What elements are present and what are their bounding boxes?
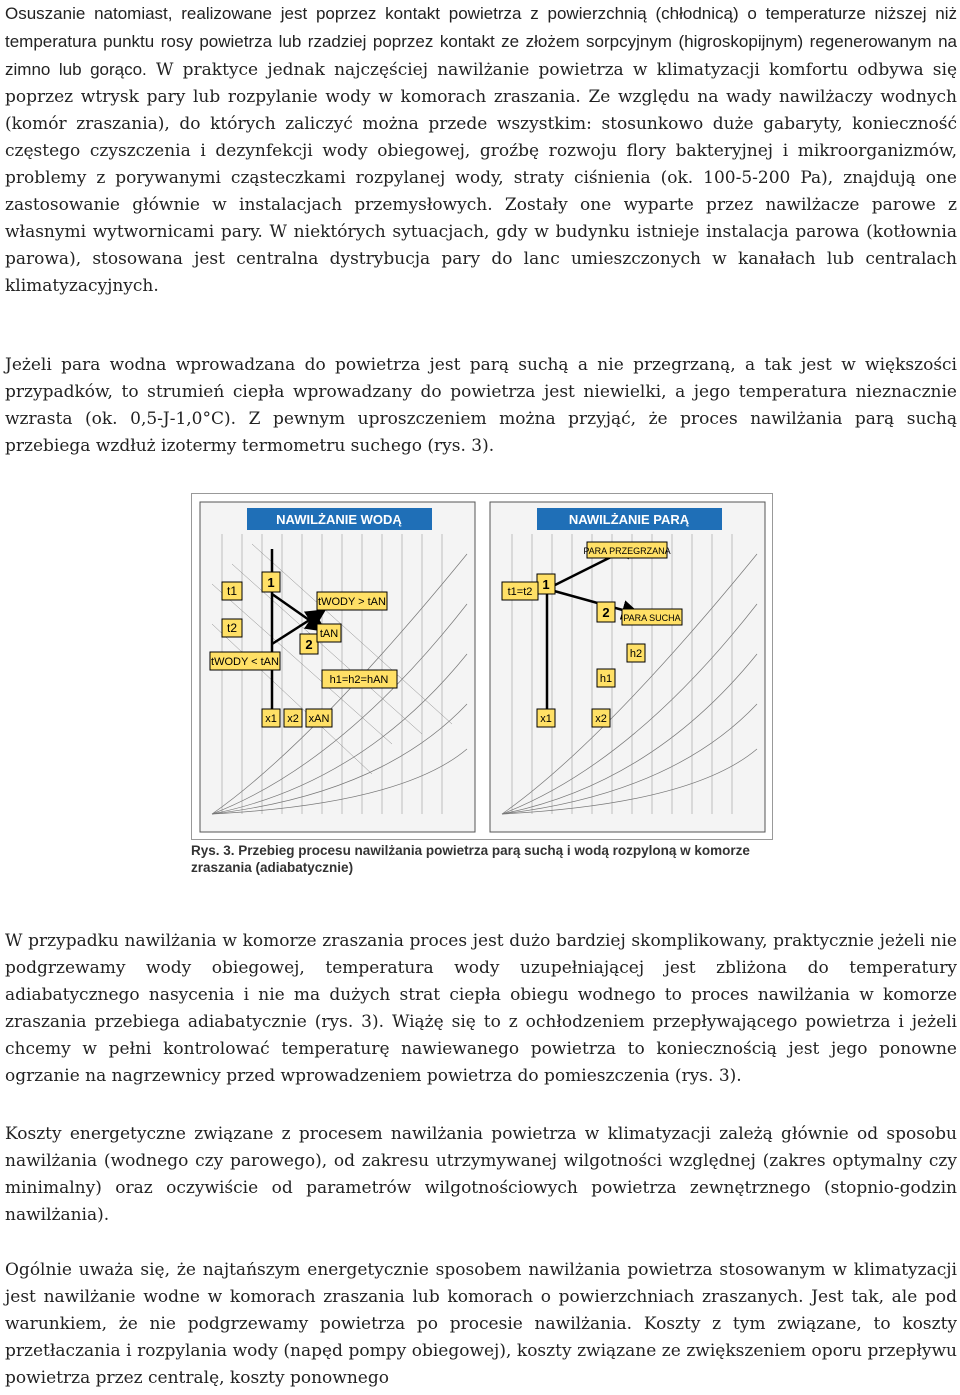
svg-text:h1=h2=hAN: h1=h2=hAN [329,674,389,686]
label-para-sucha: PARA SUCHA [623,613,681,623]
svg-text:x1: x1 [540,713,552,725]
svg-text:x2: x2 [595,713,607,725]
svg-text:x2: x2 [287,713,299,725]
svg-text:t2: t2 [226,621,238,635]
paragraph-2: Jeżeli para wodna wprowadzana do powietrza jest parą suchą a nie przegrzaną, a tak jest w większości przypadków, to strumień ciepła wprowadzany do powietrza jest niewielki, a jego temperatura nieznacznie wzrasta (ok. 0,5-J-1,0°C). Z pewnym uproszczeniem można przyjąć, że proces nawilżania parą suchą przebiega wzdłuż izotermy termometru suchego (rys. 3). [5,355,957,456]
svg-text:2: 2 [305,637,313,652]
svg-text:h1: h1 [599,673,613,685]
left-chart-title: NAWILŻANIE WODĄ [276,512,402,527]
right-chart-panel [490,502,765,832]
svg-text:tWODY > tAN: tWODY > tAN [318,596,386,608]
paragraph-3: W przypadku nawilżania w komorze zraszania proces jest dużo bardziej skomplikowany, praktycznie jeżeli nie podgrzewamy wody obiegowej, temperatura wody uzupełniającej jest zbliżona do temperatury adiabatycznego nasycenia i nie ma dużych strat ciepła obiegu wodnego to proces nawilżania w komorze zraszania przebiega adiabatycznie (rys. 3). Wiążę się to z ochłodzeniem przepływającego powietrza i jeżeli chcemy w pełni kontrolować temperaturę nawiewanego powietrza to koniecznością jest jego ponowne ogrzanie na nagrzewnicy przed wprowadzeniem powietrza do pomieszczenia (rys. 3). [5,931,957,1086]
psychrometric-figure [191,493,773,840]
svg-text:tWODY < tAN: tWODY < tAN [211,656,279,668]
paragraph-1-part-c: Ze względu na wady nawilżaczy wodnych (komór zraszania), do których zaliczyć można przede wszystkim: stosunkowo duże gabaryty, konieczność częstego czyszczenia i dezynfekcji wody obiegowej, groźbę rozwoju flory bakteryjnej i mikroorganizmów, problemy z porywanymi cząsteczkami rozpylanej wody, straty ciśnienia (ok. 100-5-200 Pa), znajdują one zastosowanie głównie w instalacjach przemysłowych. Zostały one wyparte przez nawilżacze parowe z własnymi wytwornicami pary. W niektórych sytuacjach, gdy w budynku istnieje instalacja parowa (kotłownia parowa), stosowana jest centralna dystrybucja pary do lanc umieszczonych w kanałach lub centralach klimatyzacyjnych. [5,87,958,296]
figure-svg [192,494,772,839]
figure-caption: Rys. 3. Przebieg procesu nawilżania powietrza parą suchą i wodą rozpyloną w komorze zraszania (adiabatycznie) [191,843,750,875]
svg-text:x1: x1 [265,713,277,725]
svg-text:1: 1 [542,577,550,592]
paragraph-1-part-b: W praktyce jednak najczęściej nawilżanie powietrza w klimatyzacji komfortu odbywa się poprzez wtrysk pary lub rozpylanie wody w komorach zraszania. [5,60,957,107]
paragraph-4: Koszty energetyczne związane z procesem nawilżania powietrza w klimatyzacji zależą głównie od sposobu nawilżania (wodnego czy parowego), od zakresu utrzymywanej wilgotności względnej (zakres optymalny czy minimalny) oraz oczywiście od parametrów wilgotnościowych powietrza zewnętrznego (stopnio-godzin nawilżania). [5,1124,957,1225]
right-chart-title: NAWILŻANIE PARĄ [568,512,690,527]
paragraph-5: Ogólnie uważa się, że najtańszym energetycznie sposobem nawilżania powietrza stosowanym w klimatyzacji jest nawilżanie wodne w komorach zraszania lub komorach o powierzchniach zraszanych. Jest tak, ale pod warunkiem, że nie podgrzewamy powietrza po procesie nawilżania. Koszty z tym związane, to koszty przetłaczania i rozpylania wody (napęd pompy obiegowej), koszty związane ze zwiększeniem oporu przepływu powietrza przez centralę, koszty ponownego [5,1260,957,1388]
svg-text:xAN: xAN [308,713,330,725]
svg-text:t1: t1 [226,584,238,598]
svg-text:h2: h2 [629,648,643,660]
label-para-przegrzana: PARA PRZEGRZANA [583,546,671,556]
svg-text:t1=t2: t1=t2 [507,586,533,598]
svg-text:2: 2 [602,605,610,620]
left-chart-panel [200,502,475,832]
svg-text:tAN: tAN [319,628,339,640]
svg-text:1: 1 [267,575,275,590]
paragraph-1-part-a: Osuszanie natomiast, realizowane jest poprzez kontakt powietrza z powierzchnią (chłodnicą) o temperaturze niższej niż temperatura punktu rosy powietrza lub rzadziej poprzez kontakt ze złożem sorpcyjnym (higroskopijnym) regenerowanym na zimno lub gorąco. [5,4,957,79]
paragraph-1 [5,0,957,300]
